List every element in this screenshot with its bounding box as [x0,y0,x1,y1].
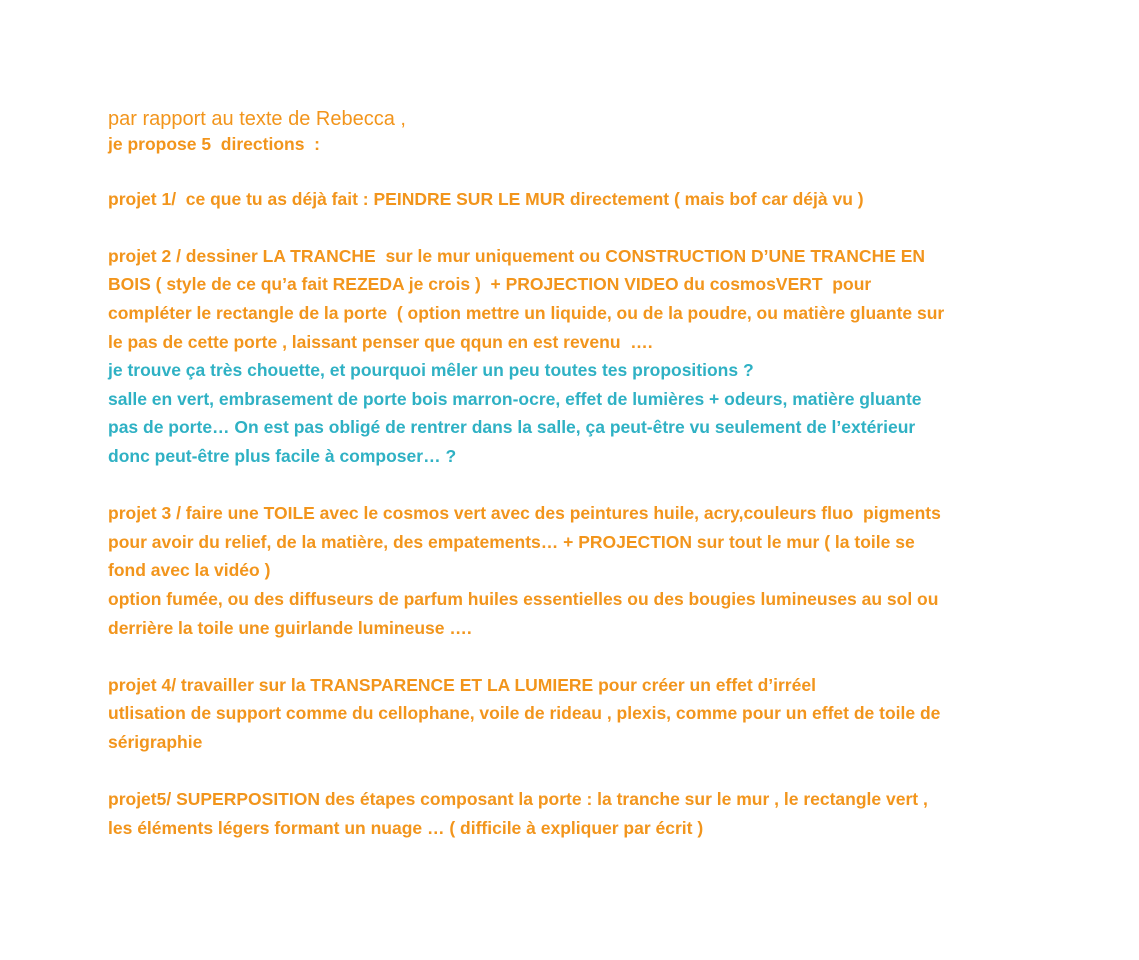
projet-4-line: sérigraphie [108,731,203,752]
projet-4-line: utlisation de support comme du cellophane, voile de rideau , plexis, comme pour un effet de toile de [108,703,941,724]
projet-3-line: projet 3 / faire une TOILE avec le cosmos vert avec des peintures huile, acry,couleurs fluo pigments [108,503,941,524]
spacer [108,642,1108,671]
projet-3-line: derrière la toile une guirlande lumineuse …. [108,617,472,638]
projet-3-block [108,499,1108,642]
projet-3-line: pour avoir du relief, de la matière, des empatements… + PROJECTION sur tout le mur ( la toile se [108,531,915,552]
projet-5-block [108,785,1108,842]
projet-2-comment-line: je trouve ça très chouette, et pourquoi mêler un peu toutes tes propositions ? [108,360,754,381]
projet-4-block [108,671,1108,757]
spacer [108,756,1108,785]
projet-2-line: compléter le rectangle de la porte ( option mettre un liquide, ou de la poudre, ou matière gluante sur [108,302,945,323]
subtitle-text: je propose 5 directions : [108,134,320,154]
projet-5-line: projet5/ SUPERPOSITION des étapes composant la porte : la tranche sur le mur , le rectangle vert , [108,789,928,810]
projet-2-line: projet 2 / dessiner LA TRANCHE sur le mur uniquement ou CONSTRUCTION D’UNE TRANCHE EN [108,245,926,266]
intro-text: par rapport au texte de Rebecca , [108,108,406,130]
projet-2-comment-line: donc peut-être plus facile à composer… ? [108,445,457,466]
projet-2-line: BOIS ( style de ce qu’a fait REZEDA je crois ) + PROJECTION VIDEO du cosmosVERT pour [108,274,872,295]
projet-1-line: projet 1/ ce que tu as déjà fait : PEINDRE SUR LE MUR directement ( mais bof car déjà vu ) [108,188,864,209]
spacer [108,471,1108,500]
projet-2-line: le pas de cette porte , laissant penser que qqun en est revenu …. [108,331,653,352]
projet-4-line: projet 4/ travailler sur la TRANSPARENCE ET LA LUMIERE pour créer un effet d’irréel [108,674,816,695]
spacer [108,213,1108,242]
projet-2-comment-line: pas de porte… On est pas obligé de rentrer dans la salle, ça peut-être vu seulement de l’extérieur [108,417,916,438]
projet-3-line: option fumée, ou des diffuseurs de parfum huiles essentielles ou des bougies lumineuses au sol ou [108,588,939,609]
projet-2-comment-line: salle en vert, embrasement de porte bois marron-ocre, effet de lumières + odeurs, matière gluante [108,388,922,409]
projet-1-block [108,185,1108,214]
projet-3-line: fond avec la vidéo ) [108,560,271,581]
projet-5-line: les éléments légers formant un nuage … ( difficile à expliquer par écrit ) [108,817,704,838]
projet-2-block [108,242,1108,471]
spacer [108,156,1108,185]
document-body [108,106,1108,842]
